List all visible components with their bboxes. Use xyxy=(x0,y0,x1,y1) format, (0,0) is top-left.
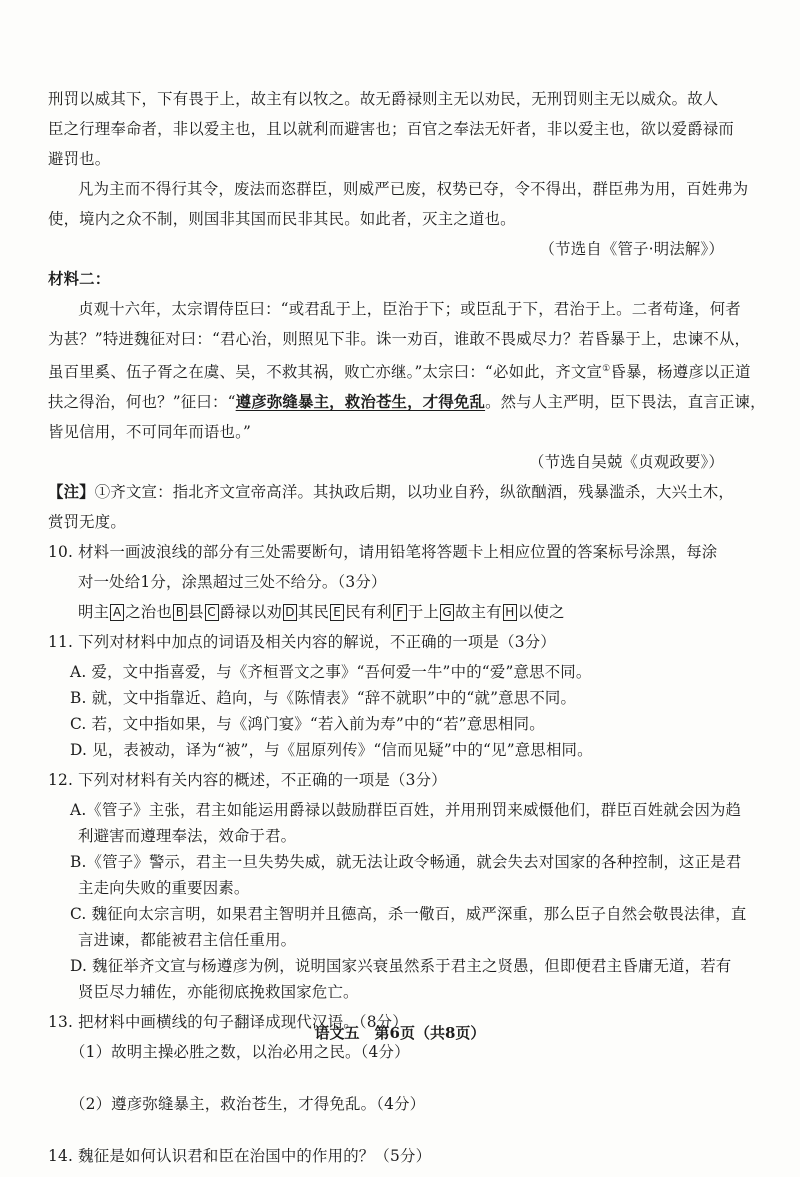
material2-text: 。然与人主严明，臣下畏法，直言正谏， xyxy=(485,393,766,412)
material2-line: 皆见信用，不可同年而语也。” xyxy=(48,423,252,442)
material2-source: （节选自吴兢《贞观政要》） xyxy=(529,453,724,472)
page-footer: 语文五 第6页（共8页） xyxy=(314,1024,486,1042)
option-box-h: H xyxy=(503,604,517,621)
option-box-f: F xyxy=(393,604,407,621)
q12-option-d: 贤臣尽力辅佐，亦能彻底挽救国家危亡。 xyxy=(78,983,359,1002)
material1-source: （节选自《管子·明法解》） xyxy=(539,240,724,258)
segment-text: 故主有 xyxy=(455,603,502,622)
q10-stem: 10. 材料一画波浪线的部分有三处需要断句，请用铅笔将答题卡上相应位置的答案标号涂黑，每涂 xyxy=(48,543,718,562)
q12-option-b: B.《管子》警示，君主一旦失势失威，就无法让政令畅通，就会失去对国家的各种控制，这正是君 xyxy=(70,853,742,872)
q11-option-b: B. 就，文中指靠近、趋向，与《陈情表》“辞不就职”中的“就”意思不同。 xyxy=(70,689,577,708)
material2-line: 为甚？”特进魏征对曰：“君心治，则照见下非。诛一劝百，谁敢不畏威尽力？若昏暴于上，忠谏不从， xyxy=(48,330,751,348)
q12-option-d: D. 魏征举齐文宣与杨遵彦为例，说明国家兴衰虽然系于君主之贤愚，但即便君主昏庸无道，若有 xyxy=(70,957,732,976)
exam-page xyxy=(48,90,766,1177)
answer-space xyxy=(48,1125,724,1147)
material2-heading: 材料二： xyxy=(48,270,111,288)
material2-line xyxy=(48,393,766,412)
segment-text: 于上 xyxy=(407,603,440,622)
segment-text: 爵禄以劝 xyxy=(219,603,282,622)
underlined-sentence: 遵彦弥缝暴主，救治苍生，才得免乱 xyxy=(235,393,486,412)
option-box-b: B xyxy=(173,604,187,621)
q12-stem: 12. 下列对材料有关内容的概述，不正确的一项是（3分） xyxy=(48,771,447,790)
q14-stem: 14. 魏征是如何认识君和臣在治国中的作用的？（5分） xyxy=(48,1147,432,1166)
q13-sentence-1: （1）故明主操必胜之数，以治必用之民。（4分） xyxy=(70,1043,410,1062)
q11-option-a: A. 爱，文中指喜爱，与《齐桓晋文之事》“吾何爱一牛”中的“爱”意思不同。 xyxy=(70,663,592,682)
segment-text: 县 xyxy=(187,603,204,622)
option-box-d: D xyxy=(283,604,297,621)
option-box-a: A xyxy=(110,604,124,621)
material1-line: 使，境内之众不制，则国非其国而民非其民。如此者，灭主之道也。 xyxy=(48,210,516,228)
segment-text: 以使之 xyxy=(517,603,565,622)
footnote-marker: ① xyxy=(602,364,611,374)
option-box-e: E xyxy=(330,604,344,621)
material2-text: 扶之得治，何也？”征曰：“ xyxy=(48,393,236,412)
segment-text: 之治也 xyxy=(125,603,172,622)
option-box-c: C xyxy=(205,604,219,621)
q11-stem: 11. 下列对材料中加点的词语及相关内容的解说，不正确的一项是（3分） xyxy=(48,633,556,652)
material1-line: 避罚也。 xyxy=(48,150,111,168)
q13-stem: 13. 把材料中画横线的句子翻译成现代汉语。（8分） xyxy=(48,1013,408,1032)
q11-option-d: D. 见，表被动，译为“被”，与《屈原列传》“信而见疑”中的“见”意思相同。 xyxy=(70,741,593,760)
q13-sentence-2: （2）遵彦弥缝暴主，救治苍生，才得免乱。（4分） xyxy=(70,1095,426,1114)
note-label: 【注】 xyxy=(48,483,95,502)
q10-options xyxy=(48,603,724,622)
material2-text: 虽百里奚、伍子胥之在虞、吴，不救其祸，败亡亦继。”太宗曰：“必如此，齐文宣 xyxy=(48,363,603,382)
q12-option-a: A.《管子》主张，君主如能运用爵禄以鼓励群臣百姓，并用刑罚来威慑他们，群臣百姓就会因为趋 xyxy=(70,801,742,820)
q12-option-a: 利避害而遵理奉法，效命于君。 xyxy=(78,827,297,846)
material1-line: 臣之行理奉命者，非以爱主也，且以就利而避害也；百官之奉法无奸者，非以爱主也，欲以爱爵禄而 xyxy=(48,120,734,138)
segment-text: 其民 xyxy=(297,603,330,622)
answer-space xyxy=(48,1073,724,1095)
note-text: ①齐文宣：指北齐文宣帝高洋。其执政后期，以功业自矜，纵欲酗酒，残暴滥杀，大兴土木， xyxy=(94,483,734,502)
material1-line: 凡为主而不得行其令，废法而恣群臣，则威严已废，权势已夺，令不得出，群臣弗为用，百姓弗为 xyxy=(78,180,749,198)
segment-text: 明主 xyxy=(78,603,110,622)
q10-stem: 对一处给1分，涂黑超过三处不给分。（3分） xyxy=(78,573,387,592)
material1-line: 刑罚以威其下，下有畏于上，故主有以牧之。故无爵禄则主无以劝民，无刑罚则主无以威众。故人 xyxy=(48,90,719,108)
q12-option-b: 主走向失败的重要因素。 xyxy=(78,879,250,898)
q12-option-c: 言进谏，都能被君主信任重用。 xyxy=(78,931,297,950)
note-line: 赏罚无度。 xyxy=(48,513,126,532)
q11-option-c: C. 若，文中指如果，与《鸿门宴》“若入前为寿”中的“若”意思相同。 xyxy=(70,715,545,734)
note-line xyxy=(48,483,734,502)
option-box-g: G xyxy=(440,604,454,621)
segment-text: 民有利 xyxy=(345,603,392,622)
q12-option-c: C. 魏征向太宗言明，如果君主智明并且德高，杀一儆百，威严深重，那么臣子自然会敬畏法律，直 xyxy=(70,905,747,924)
material2-text: 昏暴，杨遵彦以正道 xyxy=(610,363,751,382)
material2-line xyxy=(48,360,751,382)
material2-line: 贞观十六年，太宗谓侍臣曰：“或君乱于上，臣治于下；或臣乱于下，君治于上。二者苟逢，何者 xyxy=(78,300,741,318)
